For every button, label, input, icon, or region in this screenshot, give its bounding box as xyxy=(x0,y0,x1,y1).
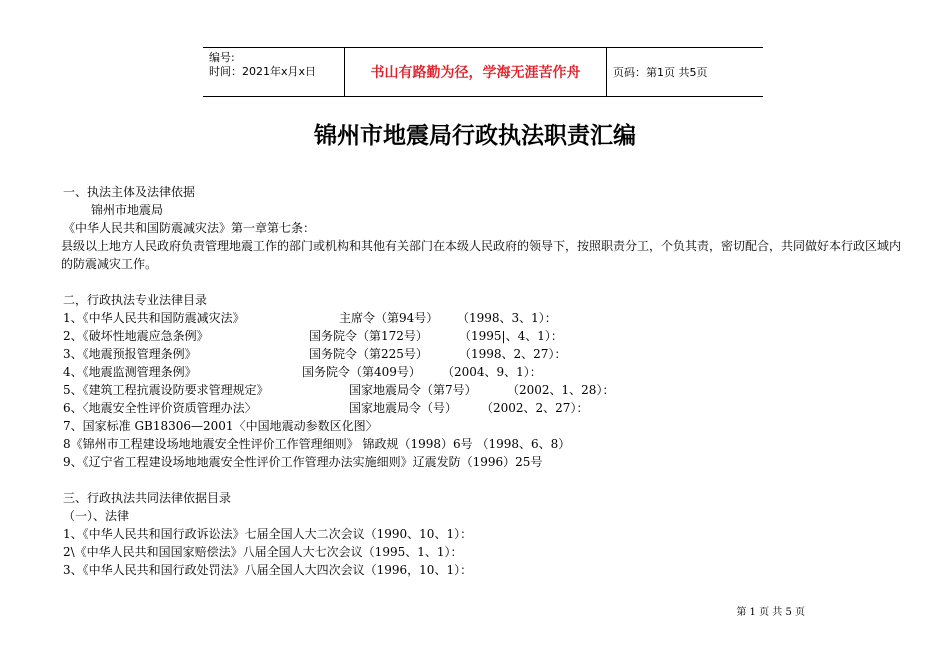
section-1-paragraph: 县级以上地方人民政府负责管理地震工作的部门或机构和其他有关部门在本级人民政府的领导下，按照职责分工，个负其责，密切配合，共同做好本行政区域内的防震减灾工作。 xyxy=(61,239,902,271)
law-name: 5、《建筑工程抗震设防要求管理规定》 xyxy=(63,383,269,397)
law-name: 1、《中华人民共和国防震减灾法》 xyxy=(63,311,245,325)
header-motto: 书山有路勤为径，学海无涯苦作舟 xyxy=(345,48,607,96)
section-1-heading: 一、执法主体及法律依据 xyxy=(63,185,196,199)
common-law-item: 1、《中华人民共和国行政诉讼法》七届全国人大二次会议（1990、10、1）： xyxy=(63,527,473,541)
law-date: （1998、2、27）： xyxy=(459,347,567,361)
law-issuer: 国务院令（第225号） xyxy=(309,347,428,361)
common-law-item: 3、《中华人民共和国行政处罚法》八届全国人大四次会议（1996，10、1）： xyxy=(63,563,473,577)
law-name: 3、《地震预报管理条例》 xyxy=(63,347,197,361)
law-list-item: 7、国家标准 GB18306—2001〈中国地震动参数区化图〉 xyxy=(63,419,378,433)
common-law-item: 2\《中华人民共和国国家赔偿法》八届全国人大七次会议（1995、1、1）： xyxy=(63,545,463,559)
section-3-subheading: （一）、法律 xyxy=(63,509,130,523)
law-issuer: 国务院令（第172号） xyxy=(309,329,428,343)
law-issuer: 国家地震局令（号） xyxy=(349,401,458,415)
section-1-law-reference: 《中华人民共和国防震减灾法》第一章第七条： xyxy=(63,221,316,235)
law-date: （2002、1、28）： xyxy=(507,383,615,397)
law-list-item xyxy=(63,381,905,399)
law-issuer: 国家地震局令（第7号） xyxy=(349,383,477,397)
law-issuer: 主席令（第94号） xyxy=(339,311,439,325)
section-3-heading: 三、行政执法共同法律依据目录 xyxy=(63,491,232,505)
section-1-agency: 锦州市地震局 xyxy=(91,203,164,217)
document-header xyxy=(203,47,763,97)
law-list-item xyxy=(63,345,905,363)
law-list-item xyxy=(63,309,905,327)
header-page-info: 页码：第1页 共5页 xyxy=(613,66,708,79)
law-date: （2004、9、1）： xyxy=(442,365,542,379)
law-date: （2002、2、27）： xyxy=(481,401,589,415)
header-number-label: 编号: xyxy=(209,51,235,64)
law-list-item xyxy=(63,363,905,381)
law-name: 6、〈地震安全性评价资质管理办法〉 xyxy=(63,401,257,415)
header-time-label: 时间：2021年x月x日 xyxy=(209,65,317,78)
law-name: 2、《破坏性地震应急条例》 xyxy=(63,329,209,343)
document-body xyxy=(63,183,905,579)
law-list-item xyxy=(63,327,905,345)
law-list-item: 8《锦州市工程建设场地地震安全性评价工作管理细则》 锦政规（1998）6号 （1998、6、8） xyxy=(63,437,571,451)
law-list-item: 9、《辽宁省工程建设场地地震安全性评价工作管理办法实施细则》辽震发防（1996）25号 xyxy=(63,455,543,469)
document-title: 锦州市地震局行政执法职责汇编 xyxy=(314,123,636,149)
law-list-item xyxy=(63,399,905,417)
header-meta-cell xyxy=(203,48,345,96)
law-issuer: 国务院令（第409号） xyxy=(302,365,421,379)
page-footer: 第 1 页 共 5 页 xyxy=(736,607,805,618)
law-date: （1998、3、1）： xyxy=(457,311,557,325)
law-date: （1995|、4、1）： xyxy=(459,329,563,343)
law-name: 4、《地震监测管理条例》 xyxy=(63,365,197,379)
section-2-heading: 二，行政执法专业法律目录 xyxy=(63,293,208,307)
